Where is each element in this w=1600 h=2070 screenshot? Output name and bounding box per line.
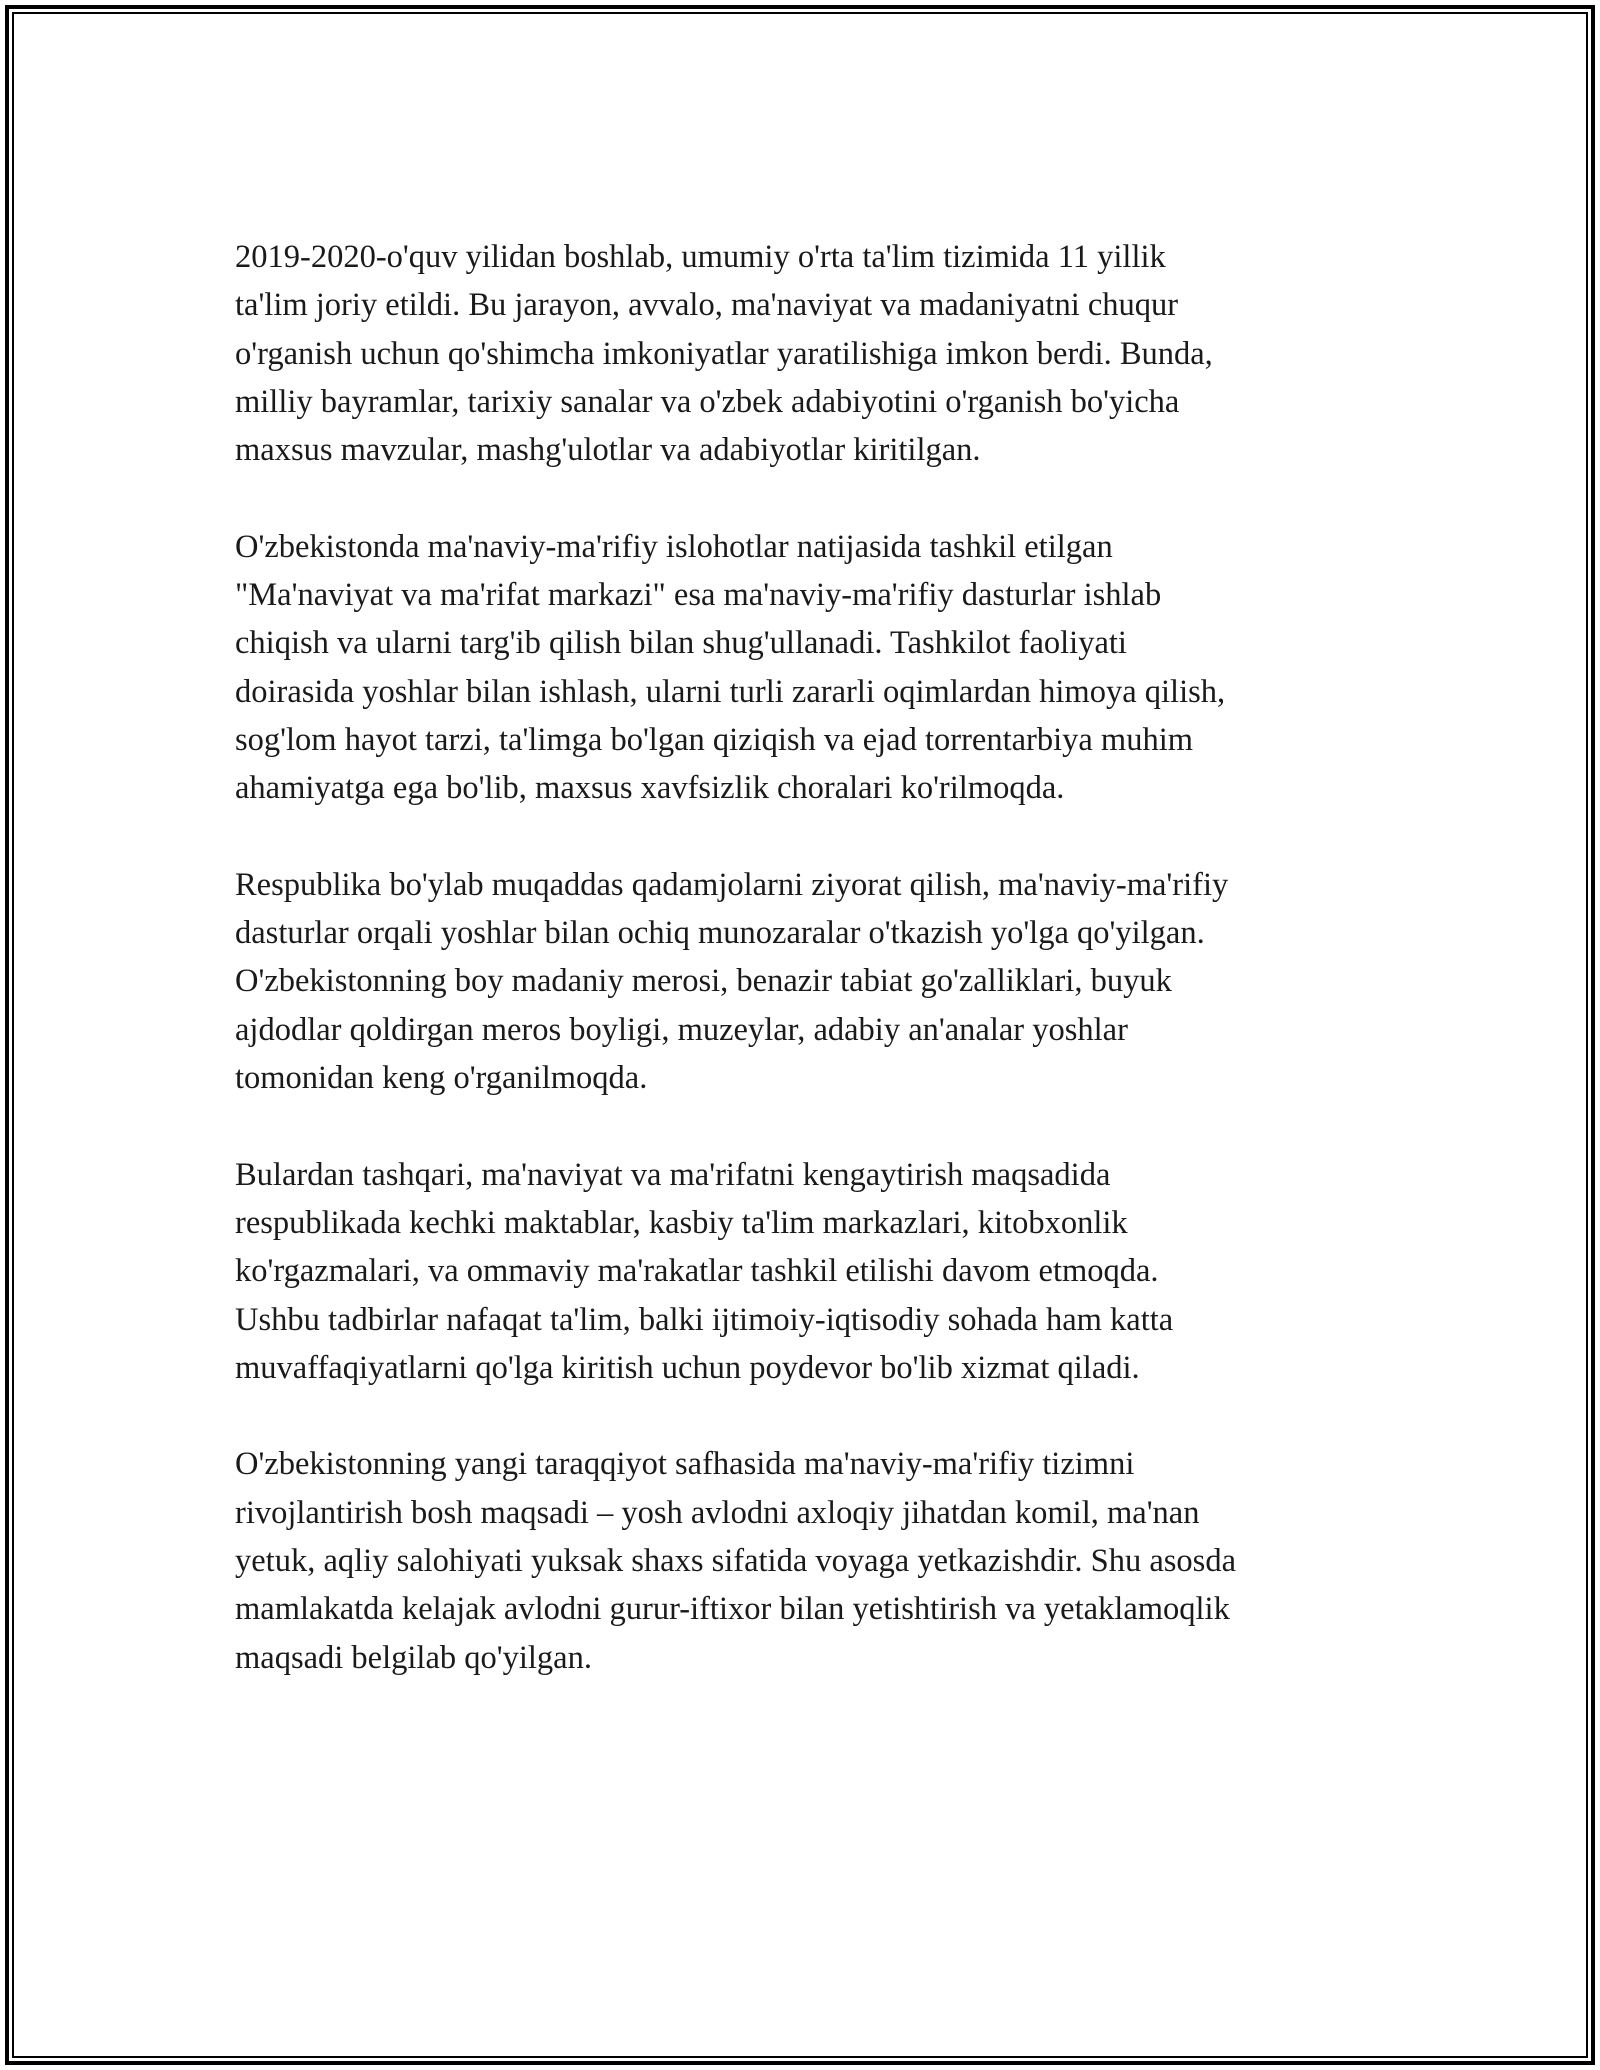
document-body (235, 233, 1385, 1730)
text-line: Respublika bo'ylab muqaddas qadamjolarni ziyorat qilish, ma'naviy-ma'rifiy (235, 866, 1229, 903)
text-line: maqsadi belgilab qo'yilgan. (235, 1639, 592, 1676)
text-line: 2019-2020-o'quv yilidan boshlab, umumiy o'rta ta'lim tizimida 11 yillik (235, 239, 1166, 275)
text-line: O'zbekistonda ma'naviy-ma'rifiy islohotlar natijasida tashkil etilgan (235, 528, 1113, 565)
text-line: mamlakatda kelajak avlodni gurur-iftixor bilan yetishtirish va yetaklamoqlik (235, 1591, 1230, 1628)
text-line: muvaffaqiyatlarni qo'lga kiritish uchun poydevor bo'lib xizmat qiladi. (235, 1349, 1140, 1386)
text-line: ahamiyatga ega bo'lib, maxsus xavfsizlik choralari ko'rilmoqda. (235, 770, 1065, 807)
text-line: o'rganish uchun qo'shimcha imkoniyatlar yaratilishiga imkon berdi. Bunda, (235, 335, 1213, 372)
text-line: doirasida yoshlar bilan ishlash, ularni turli zararli oqimlardan himoya qilish, (235, 673, 1226, 710)
text-line: Bulardan tashqari, ma'naviyat va ma'rifatni kengaytirish maqsadida (235, 1156, 1111, 1193)
text-line: respublikada kechki maktablar, kasbiy ta'lim markazlari, kitobxonlik (235, 1204, 1128, 1241)
text-line: sog'lom hayot tarzi, ta'limga bo'lgan qiziqish va ejad torrentarbiya muhim (235, 721, 1194, 758)
text-line: chiqish va ularni targ'ib qilish bilan shug'ullanadi. Tashkilot faoliyati (235, 625, 1127, 662)
text-line: maxsus mavzular, mashg'ulotlar va adabiyotlar kiritilgan. (235, 432, 981, 469)
text-line: O'zbekistonning boy madaniy merosi, benazir tabiat go'zalliklari, buyuk (235, 963, 1172, 1000)
text-line: ko'rgazmalari, va ommaviy ma'rakatlar tashkil etilishi davom etmoqda. (235, 1253, 1159, 1290)
paragraph-3 (235, 861, 1385, 1102)
text-line: O'zbekistonning yangi taraqqiyot safhasida ma'naviy-ma'rifiy tizimni (235, 1446, 1135, 1483)
text-line: "Ma'naviyat va ma'rifat markazi" esa ma'naviy-ma'rifiy dasturlar ishlab (235, 577, 1162, 614)
paragraph-5 (235, 1440, 1385, 1681)
paragraph-2 (235, 523, 1385, 813)
text-line: yetuk, aqliy salohiyati yuksak shaxs sifatida voyaga yetkazishdir. Shu asosda (235, 1543, 1236, 1580)
text-line: milliy bayramlar, tarixiy sanalar va o'zbek adabiyotini o'rganish bo'yicha (235, 383, 1180, 420)
paragraph-1 (235, 233, 1385, 474)
text-line: ajdodlar qoldirgan meros boyligi, muzeylar, adabiy an'analar yoshlar (235, 1011, 1128, 1048)
paragraph-4 (235, 1151, 1385, 1392)
text-line: Ushbu tadbirlar nafaqat ta'lim, balki ijtimoiy-iqtisodiy sohada ham katta (235, 1301, 1174, 1338)
text-line: rivojlantirish bosh maqsadi – yosh avlodni axloqiy jihatdan komil, ma'nan (235, 1494, 1200, 1531)
text-line: dasturlar orqali yoshlar bilan ochiq munozaralar o'tkazish yo'lga qo'yilgan. (235, 915, 1205, 952)
text-line: ta'lim joriy etildi. Bu jarayon, avvalo, ma'naviyat va madaniyatni chuqur (235, 287, 1179, 324)
text-line: tomonidan keng o'rganilmoqda. (235, 1060, 648, 1097)
